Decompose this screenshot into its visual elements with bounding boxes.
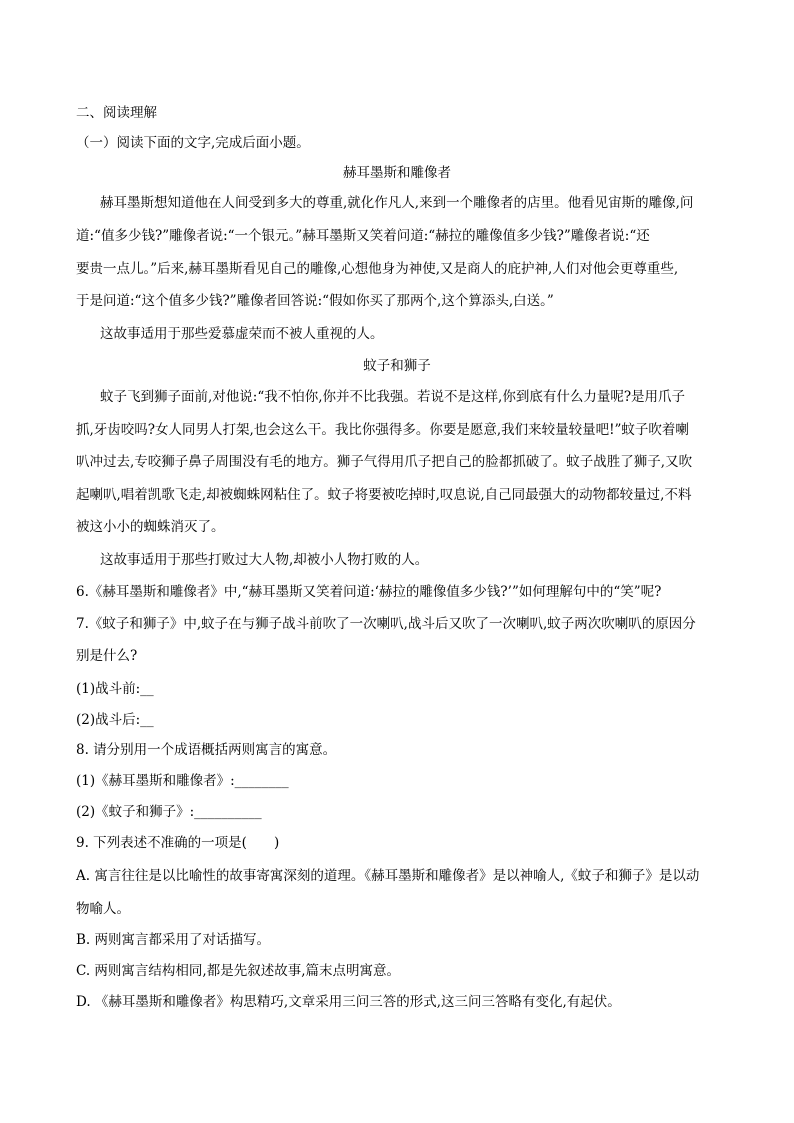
story2-paragraph-line: 被这小小的蜘蛛消灭了。 (76, 519, 225, 535)
story1-paragraph-line: 道:“值多少钱?”雕像者说:“一个银元。”赫耳墨斯又笑着问道:“赫拉的雕像值多少钱?”雕像者说:“还 (76, 228, 650, 244)
section-heading: 二、阅读理解 (76, 105, 157, 121)
story2-paragraph-line: 抓,牙齿咬吗?女人同男人打架,也会这么干。我比你强得多。你要是愿意,我们来较量较量吧!”蚊子吹着喇 (76, 422, 689, 438)
question-9: 9. 下列表述不准确的一项是( ) (76, 835, 280, 851)
story1-paragraph-line: 要贵一点儿。”后来,赫耳墨斯看见自己的雕像,心想他身为神使,又是商人的庇护神,人们对他会更尊重些, (76, 261, 679, 277)
option-c: C. 两则寓言结构相同,都是先叙述故事,篇末点明寓意。 (76, 963, 401, 979)
question-7: 7.《蚊子和狮子》中,蚊子在与狮子战斗前吹了一次喇叭,战斗后又吹了一次喇叭,蚊子两次吹喇叭的原因分 (76, 616, 696, 632)
answer-7-1: (1)战斗前:__ (76, 681, 154, 697)
option-a-continued: 物喻人。 (76, 901, 130, 917)
story1-paragraph-line: 赫耳墨斯想知道他在人间受到多大的尊重,就化作凡人,来到一个雕像者的店里。他看见宙斯的雕像,问 (100, 195, 694, 211)
answer-8-2: (2)《蚊子和狮子》:__________ (76, 804, 262, 820)
option-d: D. 《赫耳墨斯和雕像者》构思精巧,文章采用三问三答的形式,这三问三答略有变化,有起伏。 (76, 994, 621, 1010)
story1-moral: 这故事适用于那些爱慕虚荣而不被人重视的人。 (100, 326, 384, 342)
story2-paragraph-line: 起喇叭,唱着凯歌飞走,却被蜘蛛网粘住了。蚊子将要被吃掉时,叹息说,自己同最强大的动物都较量过,不料 (76, 487, 692, 503)
question-8: 8. 请分别用一个成语概括两则寓言的寓意。 (76, 742, 337, 758)
story2-paragraph-line: 蚊子飞到狮子面前,对他说:“我不怕你,你并不比我强。若说不是这样,你到底有什么力量呢?是用爪子 (100, 389, 686, 405)
story2-paragraph-line: 叭冲过去,专咬狮子鼻子周围没有毛的地方。狮子气得用爪子把自己的脸都抓破了。蚊子战胜了狮子,又吹 (76, 454, 693, 470)
story1-title: 赫耳墨斯和雕像者 (343, 165, 451, 181)
answer-7-2: (2)战斗后:__ (76, 712, 154, 728)
story1-paragraph-line: 于是问道:“这个值多少钱?”雕像者回答说:“假如你买了那两个,这个算添头,白送。” (76, 293, 554, 309)
story2-title: 蚊子和狮子 (363, 358, 431, 374)
story2-moral: 这故事适用于那些打败过大人物,却被小人物打败的人。 (100, 552, 429, 568)
answer-8-1: (1)《赫耳墨斯和雕像者》:________ (76, 773, 289, 789)
option-b: B. 两则寓言都采用了对话描写。 (76, 932, 271, 948)
question-7-continued: 别是什么? (76, 648, 138, 664)
passage-intro: （一）阅读下面的文字,完成后面小题。 (76, 135, 310, 151)
question-6: 6.《赫耳墨斯和雕像者》中,“赫耳墨斯又笑着问道:‘赫拉的雕像值多少钱?’”如何理解句中的“笑”呢? (76, 584, 662, 600)
option-a: A. 寓言往往是以比喻性的故事寄寓深刻的道理。《赫耳墨斯和雕像者》是以神喻人,《蚊子和狮子》是以动 (76, 868, 700, 884)
